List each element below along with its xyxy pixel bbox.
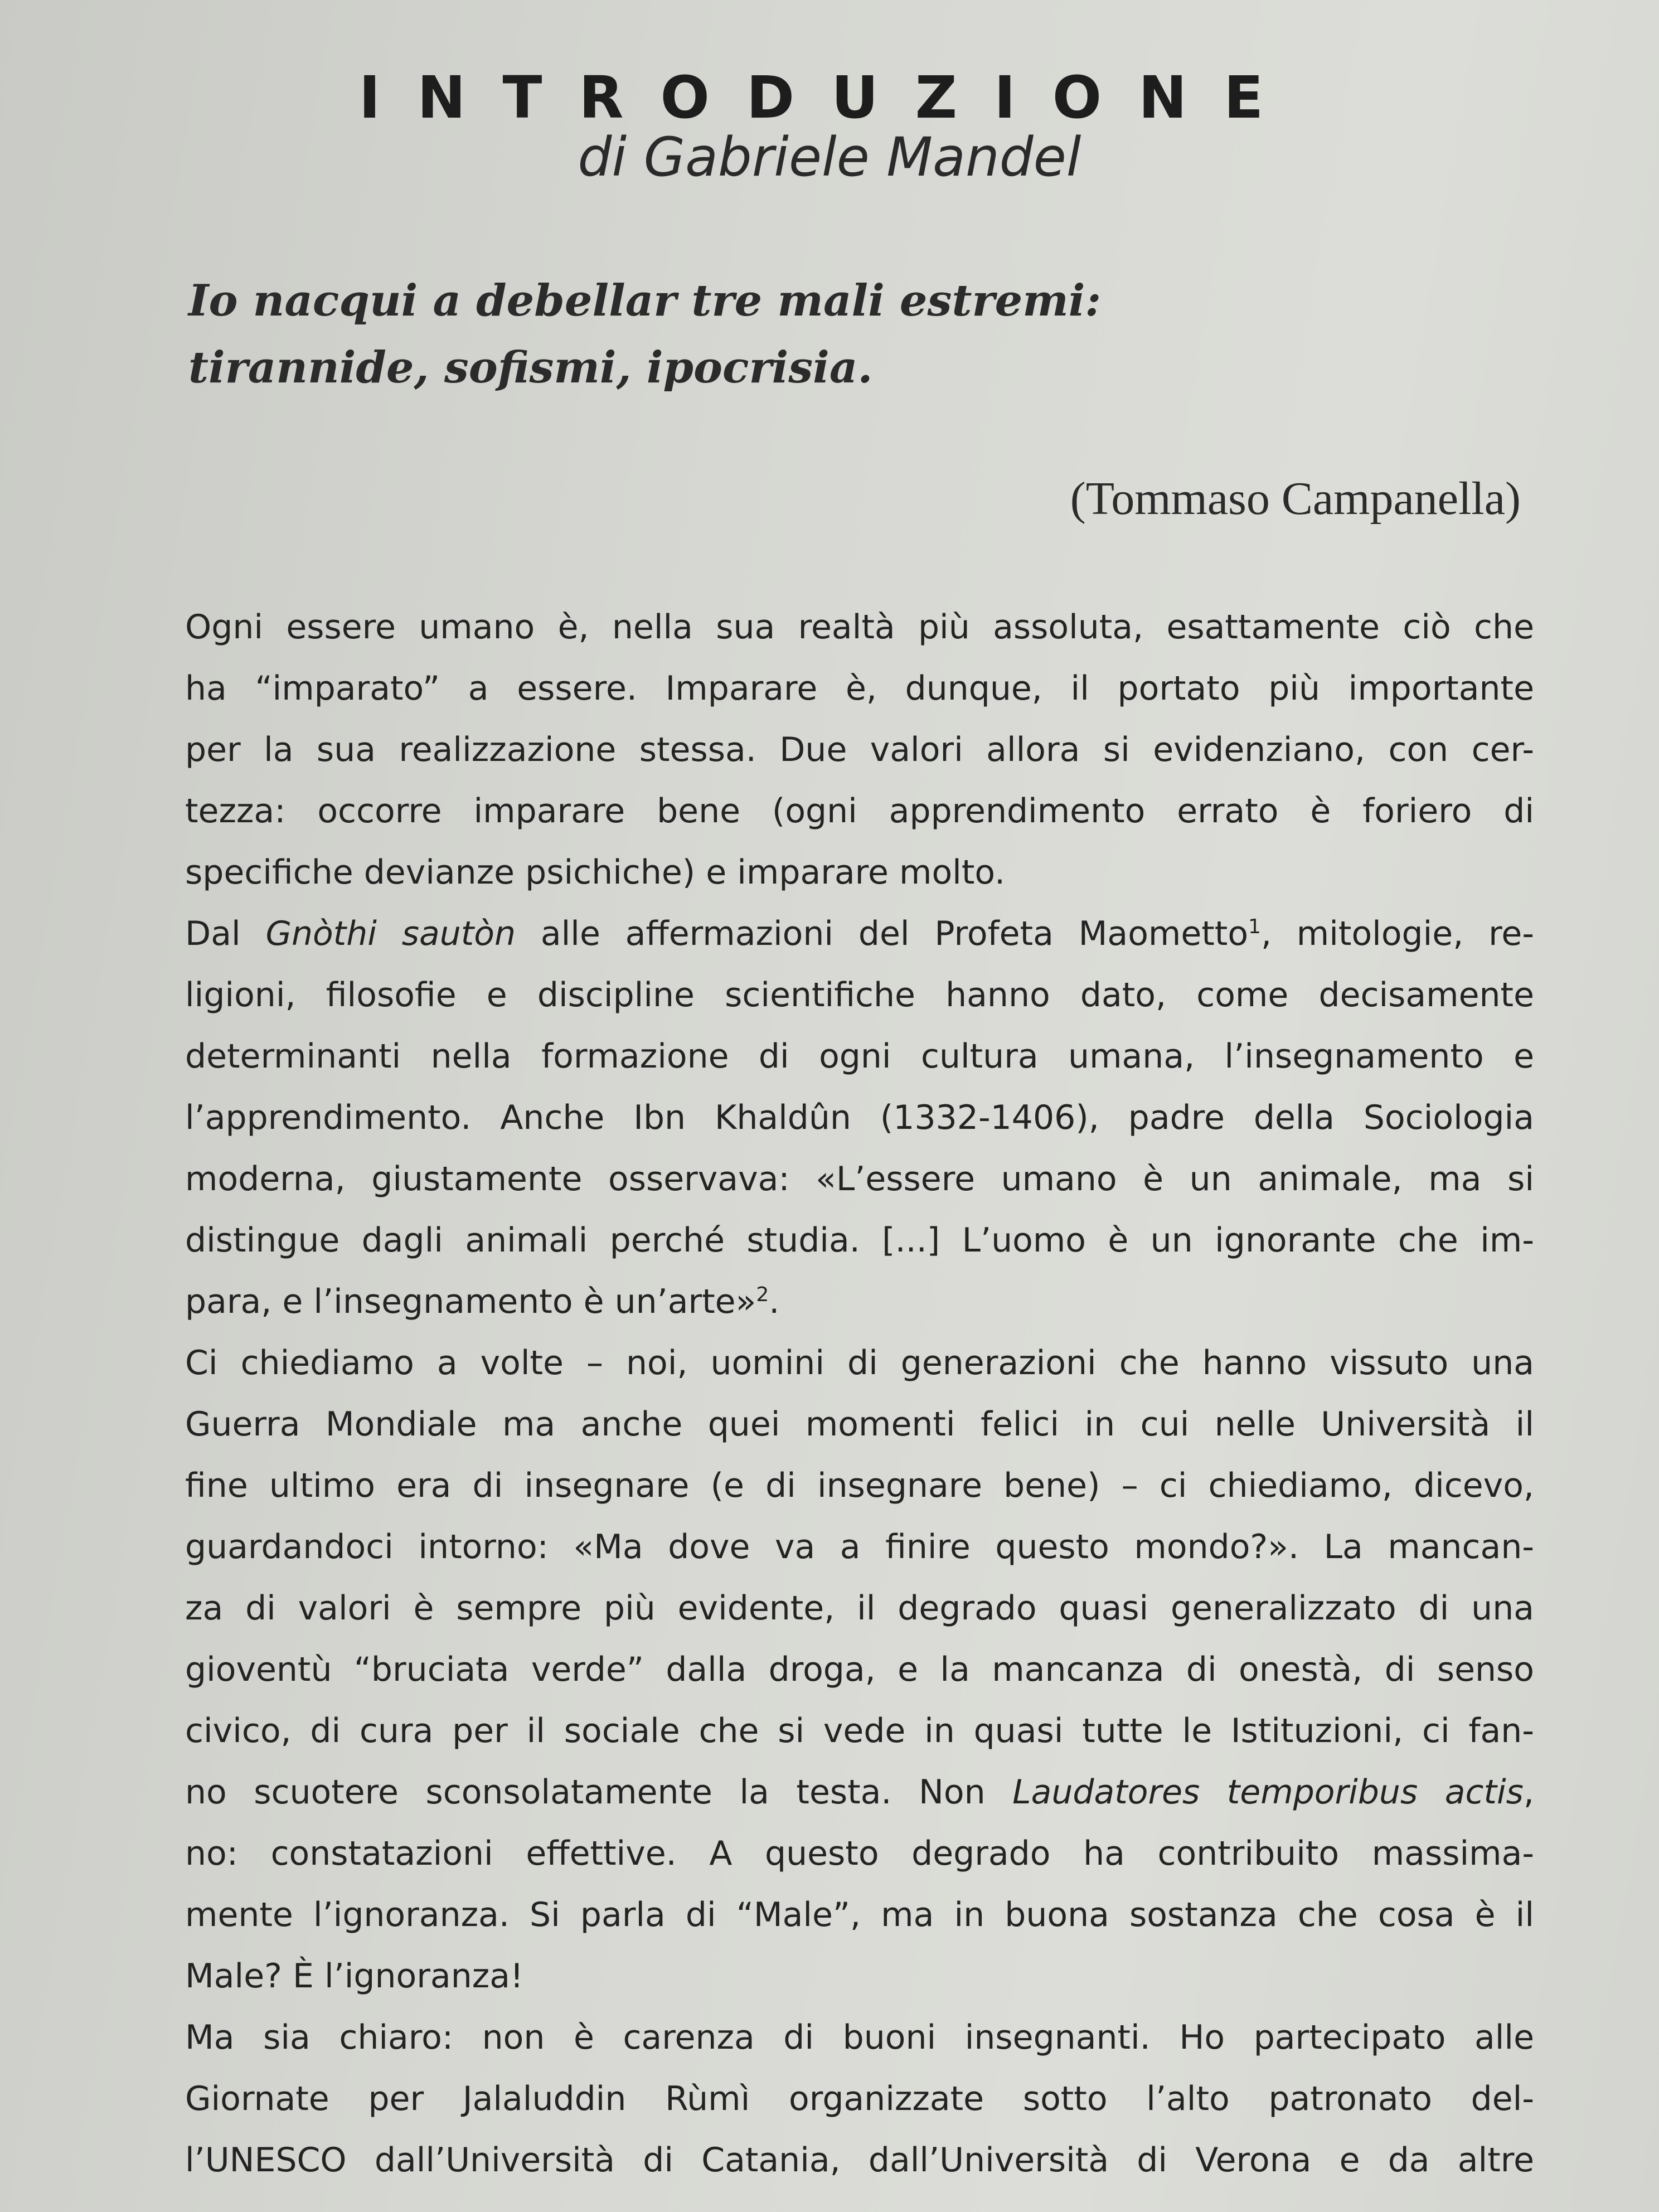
body-line: civico, di cura per il sociale che si vede in quasi tutte le Istituzioni, ci fan- <box>185 1711 1534 1750</box>
body-line: no: constatazioni effettive. A questo degrado ha contribuito massima- <box>185 1834 1534 1873</box>
body-line: l’apprendimento. Anche Ibn Khaldûn (1332-1406), padre della Sociologia <box>185 1098 1534 1137</box>
italic-phrase: Gnòthi sautòn <box>265 914 516 953</box>
body-line: za di valori è sempre più evidente, il degrado quasi generalizzato di una <box>185 1589 1534 1628</box>
body-line: Giornate per Jalaluddin Rùmì organizzate sotto l’alto patronato del- <box>185 2079 1534 2118</box>
body-line: para, e l’insegnamento è un’arte»$^2$. <box>185 1282 780 1321</box>
body-line: moderna, giustamente osservava: «L’essere umano è un animale, ma si <box>185 1160 1534 1199</box>
footnote-ref: 2 <box>756 1283 769 1306</box>
chapter-title: INTRODUZIONE <box>358 64 1301 132</box>
body-line: ha “imparato” a essere. Imparare è, dunque, il portato più importante <box>185 669 1534 708</box>
body-line: Dal Gnòthi sautòn alle affermazioni del Profeta Maometto$^1$, mitologie, re- <box>185 914 1534 953</box>
body-line: ligioni, filosofie e discipline scientifiche hanno dato, come decisamente <box>185 976 1534 1015</box>
body-line: distingue dagli animali perché studia. [...] L’uomo è un ignorante che im- <box>185 1221 1534 1260</box>
body-line: guardandoci intorno: «Ma dove va a finire questo mondo?». La mancan- <box>185 1527 1534 1566</box>
epigraph <box>188 268 1101 401</box>
body-line: no scuotere sconsolatamente la testa. Non Laudatores temporibus actis, <box>185 1773 1534 1812</box>
body-line: l’UNESCO dall’Università di Catania, dall’Università di Verona e da altre <box>185 2141 1534 2180</box>
body-line: Male? È l’ignoranza! <box>185 1957 524 1996</box>
body-line: determinanti nella formazione di ogni cultura umana, l’insegnamento e <box>185 1037 1534 1076</box>
body-line: Ogni essere umano è, nella sua realtà più assoluta, esattamente ciò che <box>185 608 1534 647</box>
body-text <box>185 596 1534 2191</box>
body-line: per la sua realizzazione stessa. Due valori allora si evidenziano, con cer- <box>185 730 1534 769</box>
body-line: specifiche devianze psichiche) e imparare molto. <box>185 853 1006 892</box>
body-line: Ma sia chiaro: non è carenza di buoni insegnanti. Ho partecipato alle <box>185 2018 1534 2057</box>
epigraph-attribution: (Tommaso Campanella) <box>1070 473 1521 525</box>
epigraph-line: tirannide, sofismi, ipocrisia. <box>188 342 873 393</box>
body-line: Ci chiediamo a volte – noi, uomini di generazioni che hanno vissuto una <box>185 1343 1534 1382</box>
footnote-ref: 1 <box>1248 915 1261 938</box>
body-line: fine ultimo era di insegnare (e di insegnare bene) – ci chiediamo, dicevo, <box>185 1466 1534 1505</box>
epigraph-line: Io nacqui a debellar tre mali estremi: <box>188 275 1102 326</box>
chapter-author: di Gabriele Mandel <box>578 126 1081 188</box>
body-line: Guerra Mondiale ma anche quei momenti felici in cui nelle Università il <box>185 1405 1534 1444</box>
body-line: tezza: occorre imparare bene (ogni apprendimento errato è foriero di <box>185 792 1534 831</box>
italic-phrase: Laudatores temporibus actis <box>1012 1773 1524 1812</box>
body-line: gioventù “bruciata verde” dalla droga, e la mancanza di onestà, di senso <box>185 1650 1534 1689</box>
body-line: mente l’ignoranza. Si parla di “Male”, ma in buona sostanza che cosa è il <box>185 1895 1534 1934</box>
